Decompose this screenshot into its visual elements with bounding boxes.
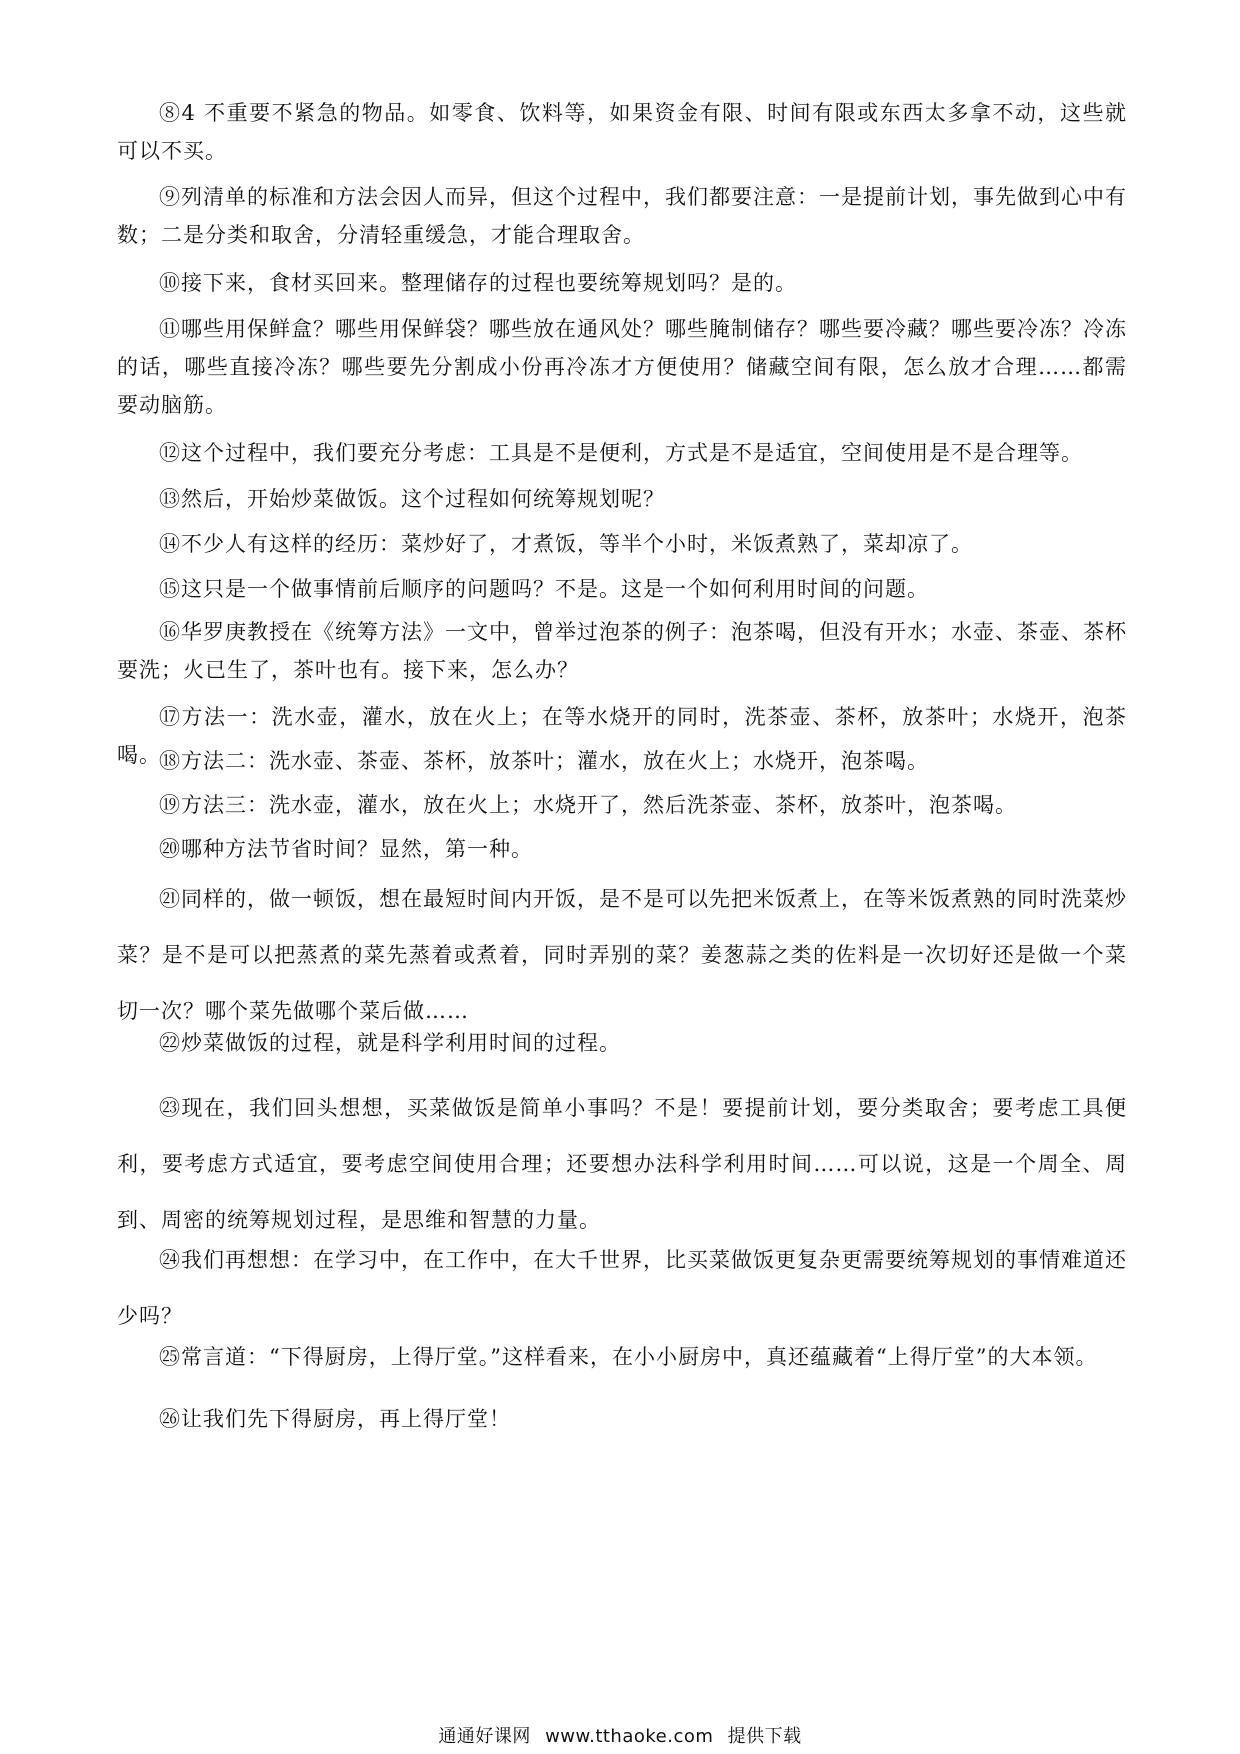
- paragraph-18: ⑱方法二：洗水壶、茶壶、茶杯，放茶叶；灌水，放在火上；水烧开，泡茶喝。: [159, 749, 929, 773]
- paragraph-8: ⑧4 不重要不紧急的物品。如零食、饮料等，如果资金有限、时间有限或东西太多拿不动，这些就可以不买。: [117, 101, 1127, 163]
- footer-url[interactable]: www.tthaoke.com: [545, 1726, 714, 1747]
- paragraph-23: ㉓现在，我们回头想想，买菜做饭是简单小事吗？不是！要提前计划，要分类取舍；要考虑工具便利，要考虑方式适宜，要考虑空间使用合理；还要想办法科学利用时间……可以说，这是一个周全、周到、周密的统筹规划过程，是思维和智慧的力量。: [117, 1096, 1127, 1232]
- paragraph-24: ㉔我们再想想：在学习中，在工作中，在大千世界，比买菜做饭更复杂更需要统筹规划的事情难道还少吗？: [117, 1248, 1127, 1328]
- footer-site-name: 通通好课网: [438, 1726, 531, 1747]
- paragraph-19: ⑲方法三：洗水壶，灌水，放在火上；水烧开了，然后洗茶壶、茶杯，放茶叶，泡茶喝。: [159, 793, 1017, 817]
- paragraph-12: ⑫这个过程中，我们要充分考虑：工具是不是便利，方式是不是适宜，空间使用是不是合理等。: [159, 441, 1083, 465]
- paragraph-22: ㉒炒菜做饭的过程，就是科学利用时间的过程。: [159, 1031, 621, 1055]
- paragraph-20: ⑳哪种方法节省时间？显然，第一种。: [159, 837, 533, 861]
- paragraph-16: ⑯华罗庚教授在《统筹方法》一文中，曾举过泡茶的例子：泡茶喝，但没有开水；水壶、茶壶、茶杯要洗；火已生了，茶叶也有。接下来，怎么办？: [117, 620, 1127, 682]
- paragraph-17: ⑰方法一：洗水壶，灌水，放在火上；在等水烧开的同时，洗茶壶、茶杯，放茶叶；水烧开，泡茶喝。: [117, 705, 1127, 767]
- paragraph-11: ⑪哪些用保鲜盒？哪些用保鲜袋？哪些放在通风处？哪些腌制储存？哪些要冷藏？哪些要冷冻？冷冻的话，哪些直接冷冻？哪些要先分割成小份再冷冻才方便使用？储藏空间有限，怎么放才合理……都需要动脑筋。: [117, 317, 1127, 417]
- paragraph-26: ㉖让我们先下得厨房，再上得厅堂！: [159, 1407, 511, 1431]
- paragraph-9: ⑨列清单的标准和方法会因人而异，但这个过程中，我们都要注意：一是提前计划，事先做到心中有数；二是分类和取舍，分清轻重缓急，才能合理取舍。: [117, 185, 1127, 247]
- paragraph-14: ⑭不少人有这样的经历：菜炒好了，才煮饭，等半个小时，米饭煮熟了，菜却凉了。: [159, 532, 973, 556]
- page-footer: [0, 1724, 1240, 1750]
- footer-suffix: 提供下载: [727, 1726, 802, 1747]
- paragraph-10: ⑩接下来，食材买回来。整理储存的过程也要统筹规划吗？是的。: [159, 271, 797, 295]
- paragraph-13: ⑬然后，开始炒菜做饭。这个过程如何统筹规划呢？: [159, 487, 665, 511]
- paragraph-25: ㉕常言道：“下得厨房，上得厅堂。”这样看来，在小小厨房中，真还蕴藏着“上得厅堂”的大本领。: [159, 1345, 1098, 1369]
- paragraph-21: ㉑同样的，做一顿饭，想在最短时间内开饭，是不是可以先把米饭煮上，在等米饭煮熟的同时洗菜炒菜？是不是可以把蒸煮的菜先蒸着或煮着，同时弄别的菜？姜葱蒜之类的佐料是一次切好还是做一个菜切一次？哪个菜先做哪个菜后做……: [117, 887, 1127, 1023]
- paragraph-15: ⑮这只是一个做事情前后顺序的问题吗？不是。这是一个如何利用时间的问题。: [159, 577, 929, 601]
